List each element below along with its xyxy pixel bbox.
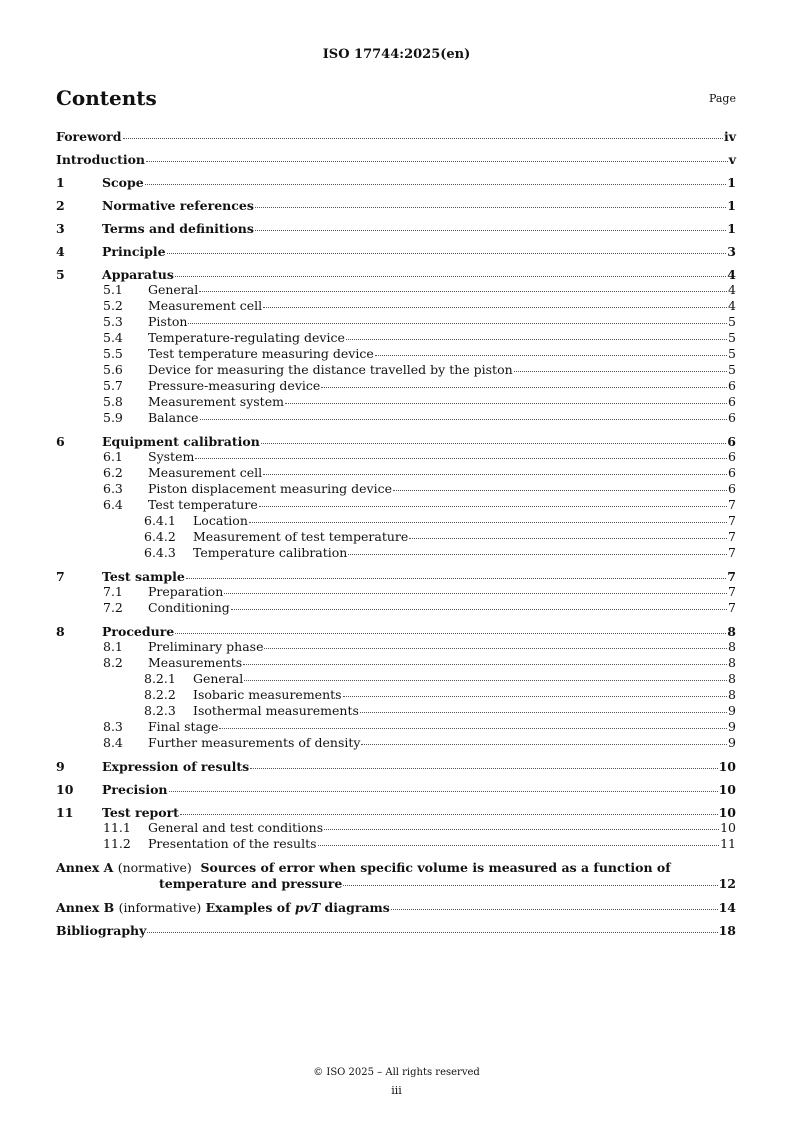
toc-entry-page: 6: [728, 449, 736, 464]
toc-entry-page: 6: [728, 378, 736, 393]
annex-b-page: 14: [718, 900, 736, 915]
bibliography-title: Bibliography: [56, 923, 147, 938]
toc-entry-page: 4: [728, 298, 736, 313]
dot-leader: [285, 403, 727, 404]
toc-entry-number: 5.2: [103, 298, 123, 313]
toc-entry[interactable]: [56, 434, 736, 449]
toc-entry[interactable]: [56, 198, 736, 213]
dot-leader: [147, 932, 717, 933]
dot-leader: [393, 490, 727, 491]
toc-entry-title: Conditioning: [148, 600, 230, 615]
toc-entry-number: 8.3: [103, 719, 123, 734]
dot-leader: [145, 184, 727, 185]
dot-leader: [249, 522, 727, 523]
toc-entry[interactable]: [56, 569, 736, 584]
toc-entry-title: Final stage: [148, 719, 219, 734]
dot-leader: [231, 609, 727, 610]
toc-entry[interactable]: [56, 378, 736, 394]
toc-entry[interactable]: [56, 782, 736, 797]
toc-entry-page: 4: [728, 282, 736, 297]
toc-entry-number: 5.1: [103, 282, 123, 297]
toc-entry-page: 6: [728, 465, 736, 480]
toc-entry-number: 7.1: [103, 584, 123, 599]
dot-leader: [188, 323, 727, 324]
toc-entry-number: 5: [56, 267, 65, 282]
toc-entry-page: 3: [727, 244, 736, 259]
toc-entry-title: Foreword: [56, 129, 122, 144]
annex-a-title-line1: Sources of error when specific volume is measured as a function of: [200, 860, 671, 875]
toc-entry-number: 8.2.1: [144, 671, 176, 686]
toc-entry-title: Location: [193, 513, 248, 528]
toc-entry-number: 6.2: [103, 465, 123, 480]
toc-entry-title: Normative references: [102, 198, 254, 213]
toc-entry-page: 5: [728, 330, 736, 345]
toc-entry[interactable]: [56, 639, 736, 655]
toc-entry[interactable]: [56, 221, 736, 236]
dot-leader: [261, 443, 726, 444]
toc-entry-number: 8: [56, 624, 65, 639]
toc-entry-number: 3: [56, 221, 65, 236]
toc-entry-title: Scope: [102, 175, 144, 190]
toc-entry-number: 5.8: [103, 394, 123, 409]
dot-leader: [146, 161, 728, 162]
toc-entry[interactable]: [56, 805, 736, 820]
toc-entry-title: Measurement of test temperature: [193, 529, 409, 544]
toc-entry-number: 5.5: [103, 346, 123, 361]
toc-entry-title: Piston displacement measuring device: [148, 481, 392, 496]
toc-entry-title: Device for measuring the distance travelled by the piston: [148, 362, 513, 377]
toc-entry-title: Balance: [148, 410, 199, 425]
toc-entry-page: 6: [728, 410, 736, 425]
toc-entry-page: 8: [727, 624, 736, 639]
toc-entry[interactable]: [56, 671, 736, 687]
toc-entry-title: Isothermal measurements: [193, 703, 359, 718]
dot-leader: [409, 538, 727, 539]
toc-entry-page: 7: [728, 513, 736, 528]
dot-leader: [391, 909, 718, 910]
toc-entry[interactable]: [56, 759, 736, 774]
toc-entry-title: Preparation: [148, 584, 224, 599]
dot-leader: [250, 768, 717, 769]
toc-entry[interactable]: [56, 129, 736, 144]
toc-entry-number: 8.4: [103, 735, 123, 750]
dot-leader: [346, 339, 727, 340]
toc-entry-title: Presentation of the results: [148, 836, 317, 851]
toc-entry-number: 11.2: [103, 836, 131, 851]
document-id-header: ISO 17744:2025(en): [322, 47, 471, 62]
toc-entry[interactable]: [56, 298, 736, 314]
toc-entry-page: 10: [718, 805, 736, 820]
toc-entry-page: 7: [728, 600, 736, 615]
toc-entry-page: 8: [728, 687, 736, 702]
toc-entry-title: Introduction: [56, 152, 146, 167]
dot-leader: [169, 791, 718, 792]
toc-entry-number: 9: [56, 759, 65, 774]
toc-entry-page: 6: [728, 481, 736, 496]
toc-entry-number: 8.1: [103, 639, 123, 654]
toc-entry[interactable]: [56, 687, 736, 703]
toc-entry-page: 1: [727, 175, 736, 190]
toc-entry[interactable]: [56, 820, 736, 836]
toc-entry[interactable]: [56, 624, 736, 639]
toc-entry[interactable]: [56, 282, 736, 298]
toc-entry-title: Expression of results: [102, 759, 250, 774]
toc-entry-page: 5: [728, 346, 736, 361]
toc-entry-page: iv: [723, 129, 736, 144]
toc-entry-title: General and test conditions: [148, 820, 324, 835]
toc-entry-page: 6: [727, 434, 736, 449]
toc-entry-number: 7: [56, 569, 65, 584]
toc-entry-number: 8.2.3: [144, 703, 176, 718]
dot-leader: [263, 474, 727, 475]
toc-entry[interactable]: [56, 267, 736, 282]
dot-leader: [255, 230, 726, 231]
toc-entry-title: General: [193, 671, 244, 686]
toc-entry-title: Further measurements of density: [148, 735, 361, 750]
dot-leader: [375, 355, 727, 356]
toc-entry[interactable]: [56, 330, 736, 346]
toc-entry-number: 5.6: [103, 362, 123, 377]
toc-entry-title: Test report: [102, 805, 179, 820]
toc-entry-title: Temperature-regulating device: [148, 330, 345, 345]
toc-entry[interactable]: [56, 175, 736, 190]
toc-entry-title: General: [148, 282, 199, 297]
toc-entry[interactable]: [56, 584, 736, 600]
dot-leader: [263, 307, 727, 308]
toc-entry-number: 5.4: [103, 330, 123, 345]
toc-entry-number: 6.4.3: [144, 545, 176, 560]
toc-entry[interactable]: [56, 836, 736, 852]
toc-entry-number: 4: [56, 244, 65, 259]
toc-entry-title: Isobaric measurements: [193, 687, 342, 702]
annex-b-title-italic: pvT: [294, 900, 321, 915]
toc-entry-number: 2: [56, 198, 65, 213]
dot-leader: [348, 554, 727, 555]
toc-entry-title: Terms and definitions: [102, 221, 254, 236]
toc-entry[interactable]: [56, 481, 736, 497]
annex-a-label: Annex A: [56, 860, 114, 875]
dot-leader: [123, 138, 723, 139]
toc-entry-page: 4: [727, 267, 736, 282]
dot-leader: [180, 814, 718, 815]
toc-entry-page: 8: [728, 639, 736, 654]
dot-leader: [255, 207, 726, 208]
toc-entry[interactable]: [56, 314, 736, 330]
toc-entry-page: 11: [720, 836, 736, 851]
toc-entry[interactable]: [56, 497, 736, 513]
toc-entry-page: 7: [728, 497, 736, 512]
dot-leader: [361, 744, 727, 745]
toc-entries: [56, 129, 736, 852]
toc-entry-title: Principle: [102, 244, 166, 259]
toc-entry-number: 7.2: [103, 600, 123, 615]
toc-entry-page: 9: [728, 719, 736, 734]
toc-entry-title: Test sample: [102, 569, 185, 584]
toc-entry-title: Temperature calibration: [193, 545, 348, 560]
toc-entry-title: System: [148, 449, 195, 464]
toc-entry-page: 10: [720, 820, 736, 835]
toc-entry[interactable]: [56, 244, 736, 259]
toc-entry-page: 1: [727, 221, 736, 236]
toc-entry-page: 9: [728, 703, 736, 718]
dot-leader: [324, 829, 719, 830]
toc-entry[interactable]: [56, 346, 736, 362]
toc-entry-page: 8: [728, 655, 736, 670]
toc-entry-page: 10: [718, 759, 736, 774]
annex-a-page: 12: [718, 876, 736, 891]
dot-leader: [259, 506, 727, 507]
dot-leader: [224, 593, 727, 594]
toc-entry-page: v: [728, 152, 736, 167]
toc-entry-title: Piston: [148, 314, 188, 329]
toc-entry[interactable]: [56, 655, 736, 671]
toc-entry-page: 1: [727, 198, 736, 213]
toc-entry-title: Preliminary phase: [148, 639, 264, 654]
toc-entry[interactable]: [56, 513, 736, 529]
toc-entry-page: 5: [728, 314, 736, 329]
bibliography-page: 18: [718, 923, 736, 938]
toc-entry-title: Measurement system: [148, 394, 284, 409]
toc-entry-title: Test temperature: [148, 497, 258, 512]
annex-b-title-post: diagrams: [324, 900, 390, 915]
dot-leader: [167, 253, 727, 254]
toc-entry-number: 5.7: [103, 378, 123, 393]
toc-entry-title: Apparatus: [102, 267, 174, 282]
toc-entry-bibliography[interactable]: [56, 923, 736, 938]
dot-leader: [360, 712, 727, 713]
toc-entry-number: 5.3: [103, 314, 123, 329]
toc-entry[interactable]: [56, 719, 736, 735]
toc-entry-page: 9: [728, 735, 736, 750]
toc-entry-page: 10: [718, 782, 736, 797]
toc-entry-page: 7: [727, 569, 736, 584]
dot-leader: [343, 885, 717, 886]
annex-b-type: (informative): [118, 900, 202, 915]
toc-entry-page: 7: [728, 584, 736, 599]
toc-entry-page: 7: [728, 545, 736, 560]
toc-entry-title: Procedure: [102, 624, 175, 639]
toc-entry-title: Measurement cell: [148, 298, 263, 313]
toc-entry-page: 8: [728, 671, 736, 686]
dot-leader: [200, 419, 728, 420]
dot-leader: [243, 664, 727, 665]
dot-leader: [244, 680, 727, 681]
toc-entry[interactable]: [56, 545, 736, 561]
toc-entry-title: Test temperature measuring device: [148, 346, 374, 361]
toc-entry-number: 6.3: [103, 481, 123, 496]
toc-entry-number: 6.4: [103, 497, 123, 512]
dot-leader: [195, 458, 727, 459]
toc-entry-page: 7: [728, 529, 736, 544]
toc-entry-title: Equipment calibration: [102, 434, 260, 449]
toc-entry[interactable]: [56, 362, 736, 378]
toc-entry-title: Measurements: [148, 655, 243, 670]
toc-entry-number: 6.4.1: [144, 513, 176, 528]
toc-entry-number: 6.1: [103, 449, 123, 464]
toc-entry-number: 10: [56, 782, 74, 797]
toc-entry[interactable]: [56, 529, 736, 545]
toc-entry-title: Pressure-measuring device: [148, 378, 321, 393]
toc-entry-annex-b[interactable]: [56, 900, 736, 915]
toc-entry-number: 11: [56, 805, 74, 820]
annex-b-label: Annex B: [56, 900, 115, 915]
toc-entry-number: 8.2.2: [144, 687, 176, 702]
page-column-label: Page: [708, 92, 736, 105]
copyright-notice: © ISO 2025 – All rights reserved: [313, 1067, 480, 1078]
contents-title: Contents: [56, 86, 157, 110]
toc-entry-title: Measurement cell: [148, 465, 263, 480]
toc-entry-number: 8.2: [103, 655, 123, 670]
dot-leader: [175, 633, 726, 634]
toc-entry-number: 6.4.2: [144, 529, 176, 544]
dot-leader: [175, 276, 726, 277]
annex-b-title-pre: Examples of: [205, 900, 291, 915]
toc-entry[interactable]: [56, 394, 736, 410]
toc-entry-number: 5.9: [103, 410, 123, 425]
toc-entry[interactable]: [56, 600, 736, 616]
toc-entry-title: Precision: [102, 782, 168, 797]
toc-entry-page: 6: [728, 394, 736, 409]
toc-entry[interactable]: [56, 152, 736, 167]
dot-leader: [318, 845, 720, 846]
toc-entry-page: 5: [728, 362, 736, 377]
toc-entry[interactable]: [56, 410, 736, 426]
dot-leader: [186, 578, 727, 579]
toc-entry[interactable]: [56, 449, 736, 465]
toc-entry[interactable]: [56, 703, 736, 719]
dot-leader: [219, 728, 727, 729]
dot-leader: [343, 696, 727, 697]
toc-entry[interactable]: [56, 735, 736, 751]
annex-a-type: (normative): [117, 860, 192, 875]
toc-entry-number: 11.1: [103, 820, 131, 835]
toc-entry[interactable]: [56, 465, 736, 481]
annex-a-title-line2: temperature and pressure: [159, 876, 343, 891]
dot-leader: [199, 291, 727, 292]
toc-entry-number: 1: [56, 175, 65, 190]
table-of-contents: [56, 129, 736, 938]
dot-leader: [321, 387, 727, 388]
toc-entry-annex-a[interactable]: [56, 860, 736, 892]
page-number: iii: [391, 1084, 402, 1097]
toc-entry-number: 6: [56, 434, 65, 449]
dot-leader: [514, 371, 727, 372]
dot-leader: [264, 648, 727, 649]
